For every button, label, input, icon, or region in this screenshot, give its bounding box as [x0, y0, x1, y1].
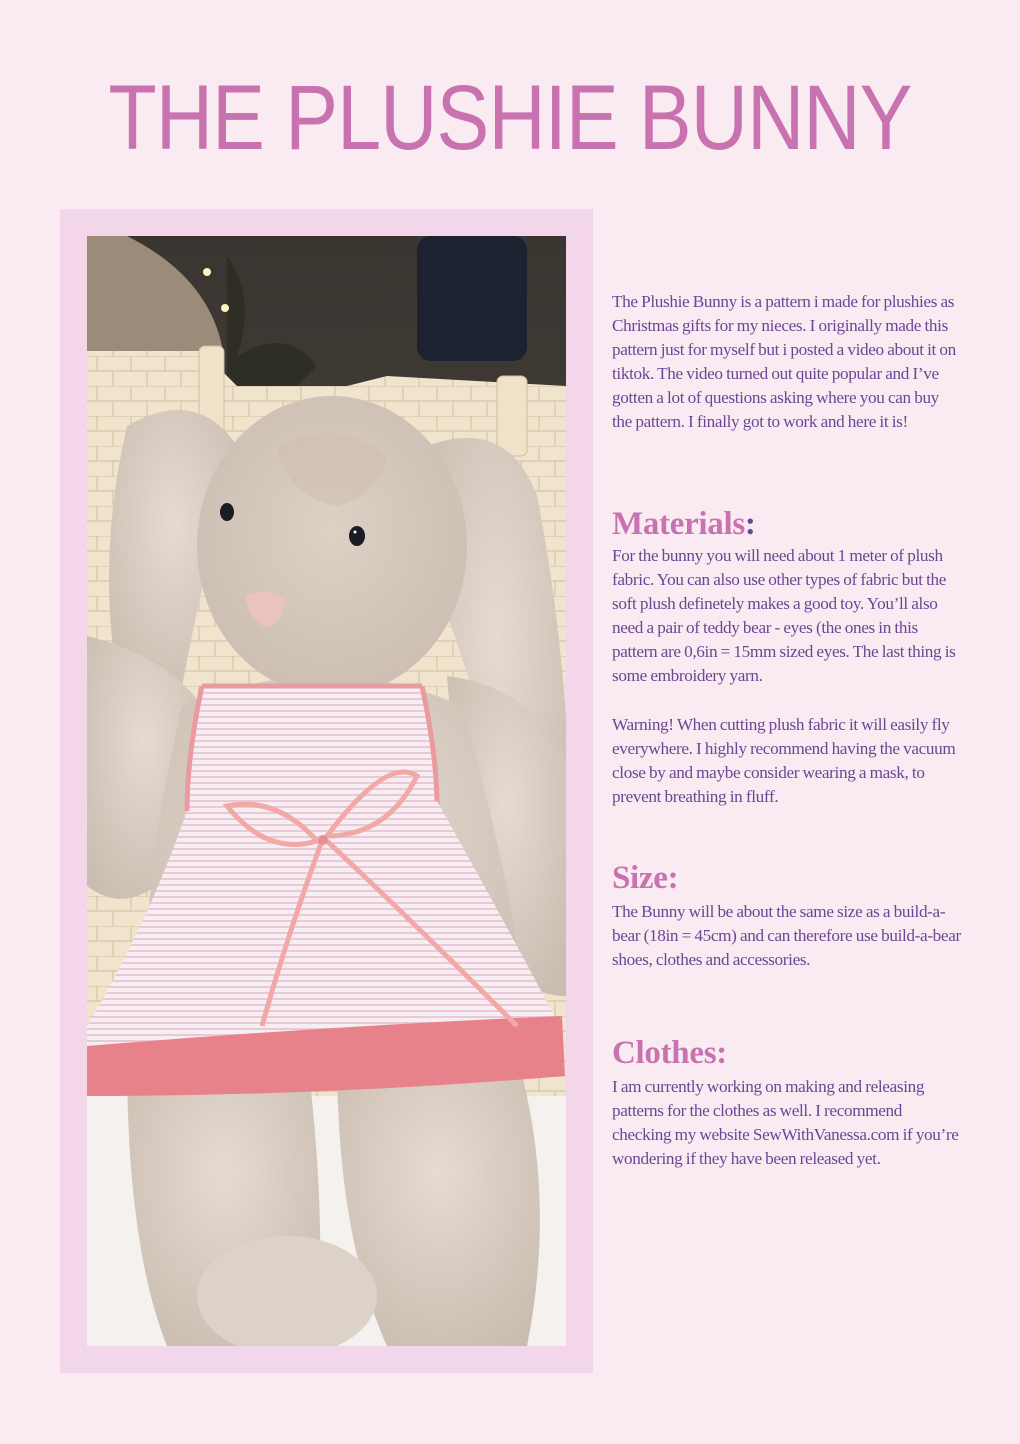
intro-paragraph: The Plushie Bunny is a pattern i made for plushies as Christmas gifts for my nieces. I originally made this pattern just for myself but i posted a video about it on tiktok. The video turned out quite popular and I’ve gotten a lot of questions asking where you can buy the pattern. I finally got to work and here it is! [612, 292, 956, 432]
materials-heading [612, 506, 962, 542]
materials-heading-text: Materials [612, 506, 745, 542]
materials-heading-colon: : [744, 506, 756, 542]
size-section [612, 860, 962, 972]
clothes-heading: Clothes: [612, 1035, 727, 1071]
materials-paragraph: For the bunny you will need about 1 meter of plush fabric. You can also use other types of fabric but the soft plush definetely makes a good toy. You’ll also need a pair of teddy bear - eyes (the ones in this pattern are 0,6in = 15mm sized eyes. The last thing is some embroidery yarn. [612, 546, 956, 686]
clothes-section [612, 1035, 962, 1171]
clothes-paragraph: I am currently working on making and releasing patterns for the clothes as well. I recommend checking my website SewWithVanessa.com if you’re wondering if they have been released yet. [612, 1077, 959, 1169]
size-heading: Size: [612, 860, 679, 896]
page-title: THE PLUSHIE BUNNY [108, 67, 912, 169]
bunny-photo [87, 236, 566, 1346]
warning-paragraph: Warning! When cutting plush fabric it will easily fly everywhere. I highly recommend having the vacuum close by and maybe consider wearing a mask, to prevent breathing in fluff. [612, 714, 956, 806]
size-paragraph: The Bunny will be about the same size as a build-a-bear (18in = 45cm) and can therefore use build-a-bear shoes, clothes and accessories. [612, 902, 961, 970]
materials-section [612, 506, 962, 809]
